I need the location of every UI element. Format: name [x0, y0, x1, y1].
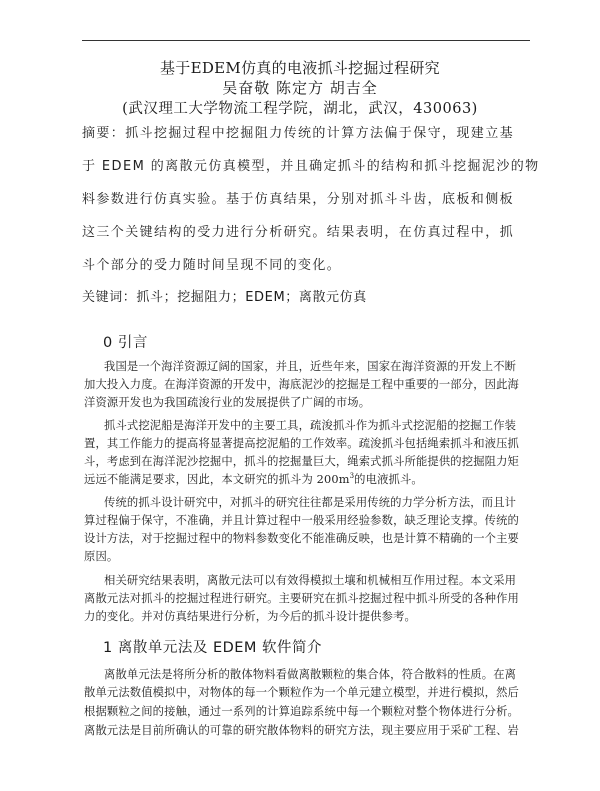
abstract-line: 料参数进行仿真实验。基于仿真结果，分别对抓斗斗齿，底板和侧板: [82, 192, 515, 207]
abstract-line: 于 EDEM 的离散元仿真模型，并且确定抓斗的结构和抓斗挖掘泥沙的物: [82, 159, 540, 174]
abstract-line: 这三个关键结构的受力进行分析研究。结果表明，在仿真过程中，抓: [82, 225, 515, 240]
body-line: 根据颗粒之间的接触，通过一系列的计算追踪系统中每一个颗粒对整个物体进行分析。: [84, 705, 519, 718]
paper-title: 基于EDEM仿真的电液抓斗挖掘过程研究: [160, 59, 440, 77]
section-1-heading: 1 离散单元法及 EDEM 软件简介: [103, 640, 323, 656]
body-line: 斗，考虑到在海洋泥沙挖掘中，抓斗的挖掘量巨大，绳索式抓斗所能提供的挖掘阻力矩: [84, 455, 519, 468]
body-line: 离散单元法是将所分析的散体物料看做离散颗粒的集合体，符合散料的性质。在离: [104, 668, 517, 681]
section-0-heading: 0 引言: [103, 335, 148, 351]
body-line-tail: 的电液抓斗。: [354, 473, 423, 486]
body-line: 算过程偏于保守，不准确，并且计算过程中一般采用经验参数，缺乏理论支撑。传统的: [84, 514, 519, 527]
body-line: 置，其工作能力的提高将显著提高挖泥船的工作效率。疏浚抓斗包括绳索抓斗和液压抓: [84, 437, 519, 450]
abstract-line: 摘要：抓斗挖掘过程中挖掘阻力传统的计算方法偏于保守，现建立基: [82, 126, 515, 141]
body-line-text: 远远不能满足要求，因此，本文研究的抓斗为 200m: [84, 473, 350, 486]
body-line: 散单元法数值模拟中，对物体的每一个颗粒作为一个单元建立模型，并进行模拟，然后: [84, 686, 519, 699]
body-line: 原因。: [84, 550, 119, 563]
body-line: [84, 471, 526, 487]
body-line: 离散元法对抓斗的挖掘过程进行研究。主要研究在抓斗挖掘过程中抓斗所受的各种作用: [84, 592, 519, 605]
body-line: 力的变化。并对仿真结果进行分析，为今后的抓斗设计提供参考。: [84, 610, 416, 623]
paper-affiliation: (武汉理工大学物流工程学院，湖北，武汉，430063): [122, 101, 478, 117]
paper-authors: 吴奋敬 陈定方 胡吉全: [222, 79, 378, 97]
body-line: 洋资源开发也为我国疏浚行业的发展提供了广阔的市场。: [84, 396, 371, 409]
body-line: 我国是一个海洋资源辽阔的国家，并且，近些年来，国家在海洋资源的开发上不断: [104, 360, 517, 373]
superscript-3: 3: [349, 472, 355, 481]
header-rule: [82, 40, 530, 41]
abstract-line: 斗个部分的受力随时间呈现不同的变化。: [82, 258, 342, 273]
body-line: 抓斗式挖泥船是海洋开发中的主要工具，疏浚抓斗作为抓斗式挖泥船的挖掘工作装: [104, 419, 517, 432]
keywords: 关键词：抓斗；挖掘阻力；EDEM；离散元仿真: [82, 290, 367, 305]
body-line: 相关研究结果表明，离散元法可以有效得模拟土壤和机械相互作用过程。本文采用: [104, 574, 517, 587]
body-line: 加大投入力度。在海洋资源的开发中，海底泥沙的挖掘是工程中重要的一部分，因此海: [84, 378, 519, 391]
body-line: 设计方法，对于挖掘过程中的物料参数变化不能准确反映，也是计算不精确的一个主要: [84, 532, 519, 545]
body-line: 传统的抓斗设计研究中，对抓斗的研究往往都是采用传统的力学分析方法，而且计: [104, 496, 517, 509]
body-line: 离散元法是目前所确认的可靠的研究散体物料的研究方法，现主要应用于采矿工程、岩: [84, 724, 519, 737]
